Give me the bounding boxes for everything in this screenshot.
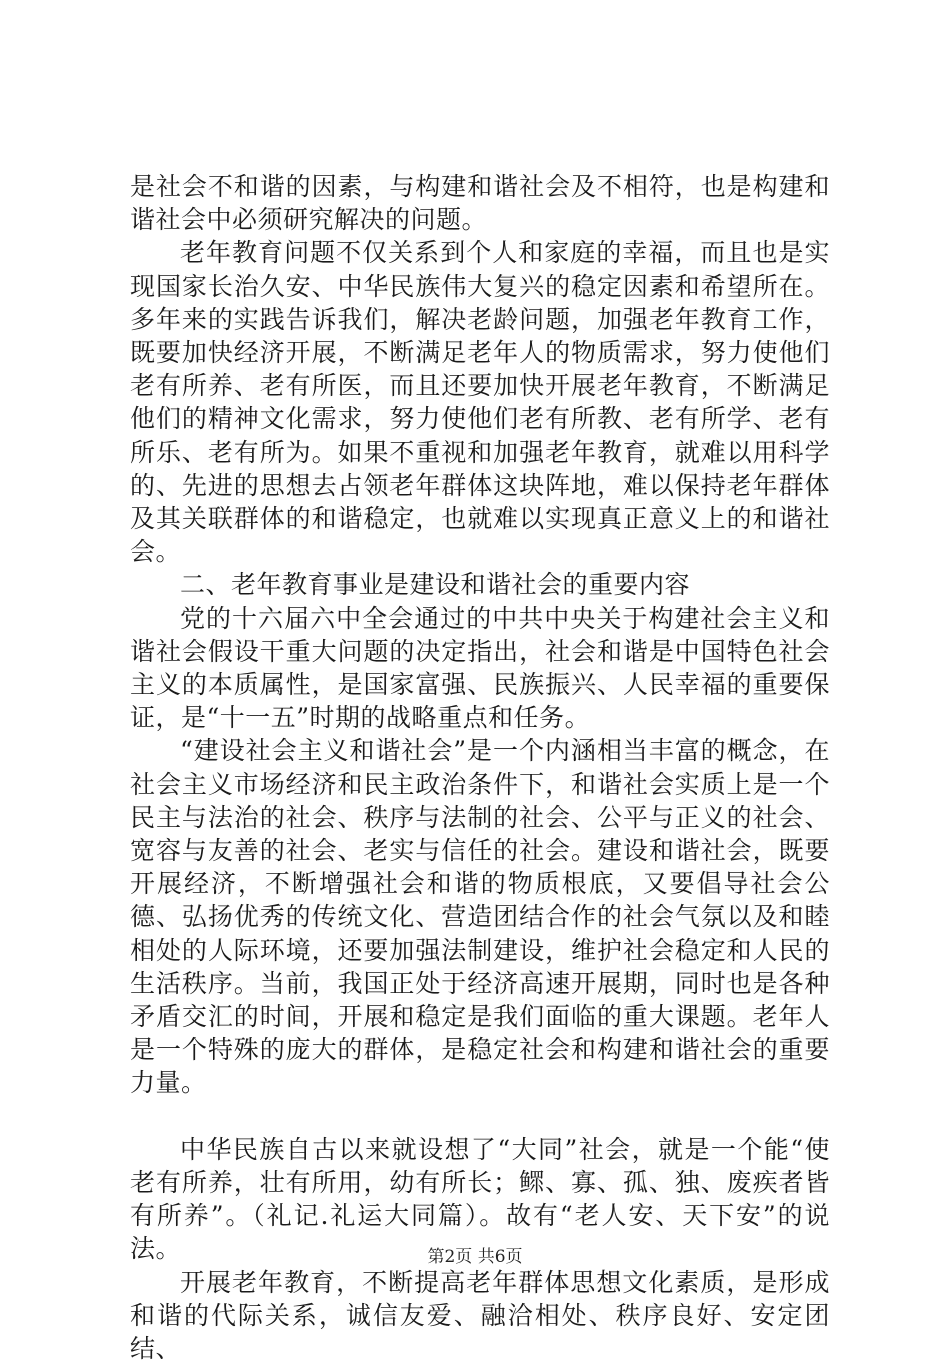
paragraph-4: “建设社会主义和谐社会”是一个内涵相当丰富的概念，在社会主义市场经济和民主政治条件下，和谐社会实质上是一个民主与法治的社会、秩序与法制的社会、公平与正义的社会、宽容与友善的社会、老实与信任的社会。建设和谐社会，既要开展经济，不断增强社会和谐的物质根底，又要倡导社会公德、弘扬优秀的传统文化、营造团结合作的社会气氛以及和睦相处的人际环境，还要加强法制建设，维护社会稳定和人民的生活秩序。当前，我国正处于经济高速开展期，同时也是各种矛盾交汇的时间，开展和稳定是我们面临的重大课题。老年人是一个特殊的庞大的群体，是稳定社会和构建和谐社会的重要力量。 — [130, 734, 830, 1099]
document-body — [130, 170, 830, 1365]
paragraph-5: 中华民族自古以来就设想了“大同”社会，就是一个能“使老有所养，壮有所用，幼有所长；鳏、寡、孤、独、废疾者皆有所养”。（礼记.礼运大同篇）。故有“老人安、天下安”的说法。 — [130, 1133, 830, 1266]
paragraph-3: 党的十六届六中全会通过的中共中央关于构建社会主义和谐社会假设干重大问题的决定指出，社会和谐是中国特色社会主义的本质属性，是国家富强、民族振兴、人民幸福的重要保证，是“十一五”时期的战略重点和任务。 — [130, 602, 830, 735]
page-footer — [0, 1246, 950, 1268]
paragraph-2: 老年教育问题不仅关系到个人和家庭的幸福，而且也是实现国家长治久安、中华民族伟大复兴的稳定因素和希望所在。多年来的实践告诉我们，解决老龄问题，加强老年教育工作，既要加快经济开展，不断满足老年人的物质需求，努力使他们老有所养、老有所医，而且还要加快开展老年教育，不断满足他们的精神文化需求，努力使他们老有所教、老有所学、老有所乐、老有所为。如果不重视和加强老年教育，就难以用科学的、先进的思想去占领老年群体这块阵地，难以保持老年群体及其关联群体的和谐稳定，也就难以实现真正意义上的和谐社会。 — [130, 236, 830, 568]
paragraph-1: 是社会不和谐的因素，与构建和谐社会及不相符，也是构建和谐社会中必须研究解决的问题。 — [130, 170, 830, 236]
page-number: 第2页 共6页 — [427, 1247, 522, 1267]
section-heading: 二、老年教育事业是建设和谐社会的重要内容 — [130, 568, 830, 601]
paragraph-6: 开展老年教育，不断提高老年群体思想文化素质，是形成和谐的代际关系，诚信友爱、融洽相处、秩序良好、安定团结、 — [130, 1266, 830, 1365]
